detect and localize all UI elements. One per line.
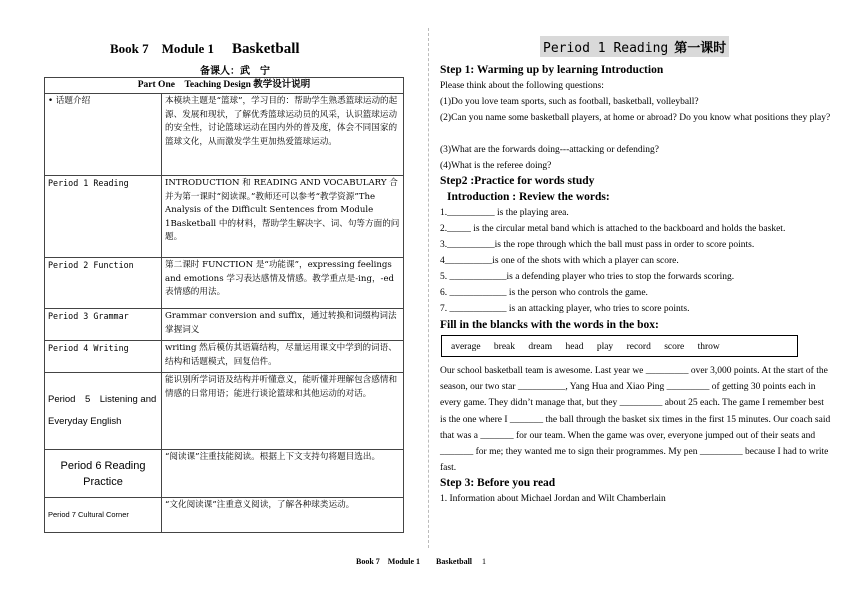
preparer: 备课人：武 宁 (200, 66, 270, 77)
step3-title: Step 3: Before you read (440, 477, 556, 489)
word-item-5: 5. ____________is a defending player who tries to stop the forwards scoring. (440, 272, 735, 282)
step1-title: Step 1: Warming up by learning Introduction (440, 64, 664, 76)
page-number: 1 (482, 557, 487, 566)
word-item-3: 3.__________is the rope through which the ball must pass in order to score points. (440, 240, 755, 250)
box-word: play (596, 342, 614, 352)
row-text: “文化阅读课”注重意义阅读，了解各种球类运动。 (162, 498, 404, 533)
word-item-4: 4__________is one of the shots with which a player can score. (440, 256, 679, 266)
word-item-1: 1.__________ is the playing area. (440, 208, 569, 218)
box-word: head (565, 342, 584, 352)
table-row (45, 94, 404, 176)
row-text: 能识别所学词语及结构并听懂意义，能听懂并理解包含感情和情感的日常用语；能进行谈论篮球和其他运动的对话。 (162, 373, 404, 450)
box-word: score (664, 342, 685, 352)
table-header: Part One Teaching Design 教学设计说明 (45, 78, 404, 94)
row-label: Period 5 Listening and Everyday English (45, 373, 162, 450)
title-topic: Basketball (232, 41, 300, 57)
page-footer (356, 556, 486, 567)
period-heading (540, 36, 729, 57)
box-word: record (626, 342, 651, 352)
row-text: 本模块主题是“篮球”，学习目的：帮助学生熟悉篮球运动的起源、发展和现状，了解优秀篮球运动员的风采，认识篮球运动的安全性，讨论篮球运动在国内外的普及度，体会不同国家的篮球文化，从而激发学生更加热爱篮球运动。 (162, 94, 404, 176)
table-row (45, 176, 404, 258)
page-divider (428, 28, 429, 548)
period-heading-cn: 第一课时 (674, 41, 727, 56)
lesson-title (110, 38, 345, 58)
box-word: throw (697, 342, 720, 352)
question-2: (2)Can you name some basketball players, at home or abroad? Do you know what positions they play? (440, 113, 831, 123)
table-row (45, 258, 404, 309)
row-label: Period 3 Grammar (45, 309, 162, 341)
row-label: Period 4 Writing (45, 341, 162, 373)
table-row (45, 498, 404, 533)
cloze-passage: Our school basketball team is awesome. Last year we _________ over 3,000 points. At the start of the season, our two star __________, Yang Hua and Xiao Ping _________ of getting 30 points each in every game. They didn’t manage that, but they _________ about 25 each. The game I remember best is the one where I _______ the ball through the basket six times in the first 15 minutes. Our coach said that was a _______ for our team. When the game was over, everyone jumped out of their seats and _______ for me; they wanted me to sign their programmes. My pen _________ because I had to write fast. (440, 366, 831, 474)
row-text: 第二课时 FUNCTION 是“功能课”，expressing feelings and emotions 学习表达感情及情感。教学重点是-ing，-ed 表情感的用法。 (162, 258, 404, 309)
row-label: Period 1 Reading (45, 176, 162, 258)
row-text: Grammar conversion and suffix，通过转换和词缀构词法掌握词义 (162, 309, 404, 341)
teaching-design-table (44, 77, 404, 533)
step2-title: Step2 :Practice for words study (440, 175, 595, 187)
period-heading-en: Period 1 Reading (543, 41, 669, 56)
word-item-7: 7. ____________ is an attacking player, who tries to score points. (440, 304, 690, 314)
table-row (45, 450, 404, 498)
step1-intro: Please think about the following questions: (440, 81, 604, 91)
row-label: Period 6 Reading Practice (45, 450, 162, 498)
box-word: break (493, 342, 516, 352)
row-label: Period 7 Cultural Corner (45, 498, 162, 533)
fill-title: Fill in the blancks with the words in the box: (440, 319, 659, 331)
row-text: “阅读课”注重技能阅读。根据上下文支持句将题目选出。 (162, 450, 404, 498)
row-label: Period 2 Function (45, 258, 162, 309)
step2-subtitle: Introduction : Review the words: (447, 191, 610, 203)
word-item-2: 2._____ is the circular metal band which is attached to the backboard and holds the basket. (440, 224, 786, 234)
word-box (441, 335, 798, 357)
table-row (45, 341, 404, 373)
question-1: (1)Do you love team sports, such as football, basketball, volleyball? (440, 97, 699, 107)
table-row (45, 373, 404, 450)
table-header-row (45, 78, 404, 94)
word-item-6: 6. ____________ is the person who controls the game. (440, 288, 648, 298)
table-row (45, 309, 404, 341)
box-word: dream (528, 342, 553, 352)
footer-text: Book 7 Module 1 Basketball (356, 557, 473, 566)
row-text: writing 然后模仿其语篇结构，尽量运用课文中学到的词语、结构和话题模式，回复信件。 (162, 341, 404, 373)
question-4: (4)What is the referee doing? (440, 161, 552, 171)
step3-item: 1. Information about Michael Jordan and Wilt Chamberlain (440, 494, 666, 504)
row-label: • 话题介绍 (45, 94, 162, 176)
title-book-module: Book 7 Module 1 (110, 41, 215, 56)
question-3: (3)What are the forwards doing---attacking or defending? (440, 145, 659, 155)
row-text: INTRODUCTION 和 READING AND VOCABULARY 合并为第一课时“阅读课。”教师还可以参考“教学资源”The Analysis of the Difficult Sentences from Module 1Basketball 中的材料，帮助学生解决字、词、句等方面的问题。 (162, 176, 404, 258)
box-word: average (451, 342, 481, 352)
